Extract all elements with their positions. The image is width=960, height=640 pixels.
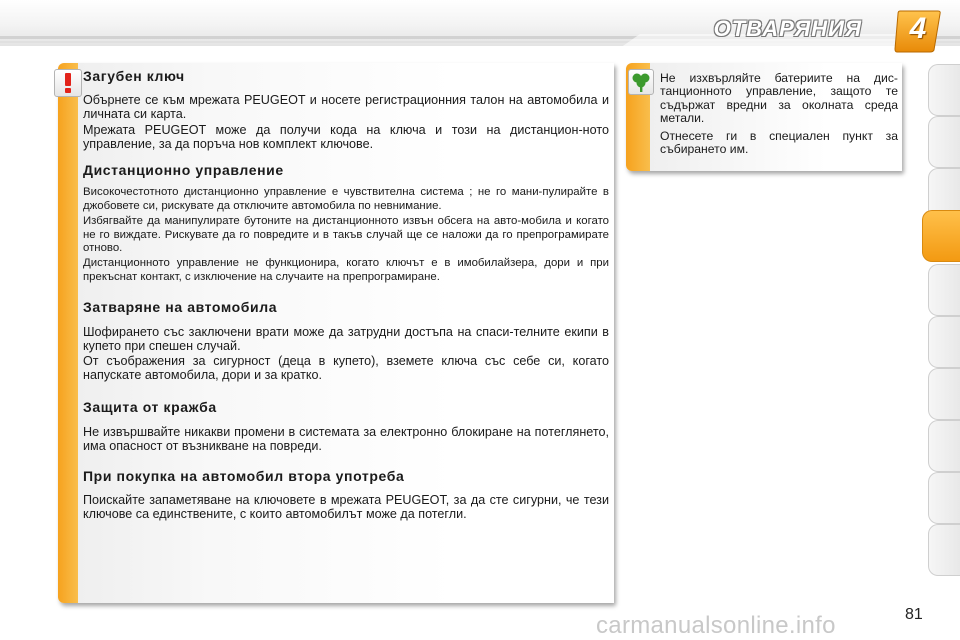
page-number: 81 xyxy=(905,606,923,623)
note-panel xyxy=(626,63,902,171)
section-title-locking-vehicle: Затваряне на автомобила xyxy=(83,299,278,315)
section-title-anti-theft: Защита от кражба xyxy=(83,399,217,415)
chapter-tab-9[interactable] xyxy=(928,472,960,524)
section-title-lost-key: Загубен ключ xyxy=(83,68,185,84)
paragraph: Поискайте запаметяване на ключовете в мрежата PEUGEOT, за да сте сигурни, че тези ключове са единствените, с които автомобилът може да потегли. xyxy=(83,493,609,522)
chapter-tab-6[interactable] xyxy=(928,316,960,368)
main-panel xyxy=(58,63,614,603)
note-paragraph: Отнесете ги в специален пункт за събирането им. xyxy=(660,129,898,157)
chapter-tab-4-active[interactable] xyxy=(922,210,960,262)
chapter-tab-1[interactable] xyxy=(928,64,960,116)
paragraph: Избягвайте да манипулирате бутоните на дистанционното извън обсега на авто-мобила и когато не го виждате. Рискувате да го повредите и в такъв случай ще се наложи да го препрограмирате отново. xyxy=(83,215,609,255)
section-title-used-vehicle: При покупка на автомобил втора употреба xyxy=(83,468,405,484)
section-title-remote-control: Дистанционно управление xyxy=(83,162,284,178)
chapter-number: 4 xyxy=(909,12,927,45)
chapter-tab-7[interactable] xyxy=(928,368,960,420)
paragraph: Не извършвайте никакви промени в системата за електронно блокиране на потеглянето, има опасност от възникване на повреди. xyxy=(83,425,609,454)
paragraph: Мрежата PEUGEOT може да получи кода на ключа и този на дистанцион-ното управление, за да поръча нов комплект ключове. xyxy=(83,123,609,152)
chapter-tabs xyxy=(928,64,960,580)
leaf-icon xyxy=(628,69,654,95)
panel-accent-stripe xyxy=(58,63,78,603)
chapter-tab-10[interactable] xyxy=(928,524,960,576)
chapter-title: ОТВАРЯНИЯ xyxy=(713,16,862,41)
watermark: carmanualsonline.info xyxy=(596,612,836,639)
paragraph: Високочестотното дистанционно управление е чувствителна система ; не го мани-пулирайте в джобовете си, рискувате да отключите автомобила по невнимание. xyxy=(83,186,609,212)
paragraph: Обърнете се към мрежата PEUGEOT и носете регистрационния талон на автомобила и личната си карта. xyxy=(83,93,609,122)
chapter-tab-5[interactable] xyxy=(928,264,960,316)
chapter-tab-8[interactable] xyxy=(928,420,960,472)
note-paragraph: Не изхвърляйте батериите на дис-танционното управление, защото те съдържат вредни за околната среда метали. xyxy=(660,71,898,126)
paragraph: От съображения за сигурност (деца в купето), вземете ключа със себе си, когато напускате автомобила, дори и за кратко. xyxy=(83,354,609,383)
paragraph: Дистанционното управление не функционира, когато ключът е в имобилайзера, дори и при прекъснат контакт, с изключение на случаите на препрограмиране. xyxy=(83,257,609,283)
chapter-tab-2[interactable] xyxy=(928,116,960,168)
paragraph: Шофирането със заключени врати може да затрудни достъпа на спаси-телните екипи в купето при спешен случай. xyxy=(83,325,609,354)
exclamation-icon xyxy=(54,69,82,97)
